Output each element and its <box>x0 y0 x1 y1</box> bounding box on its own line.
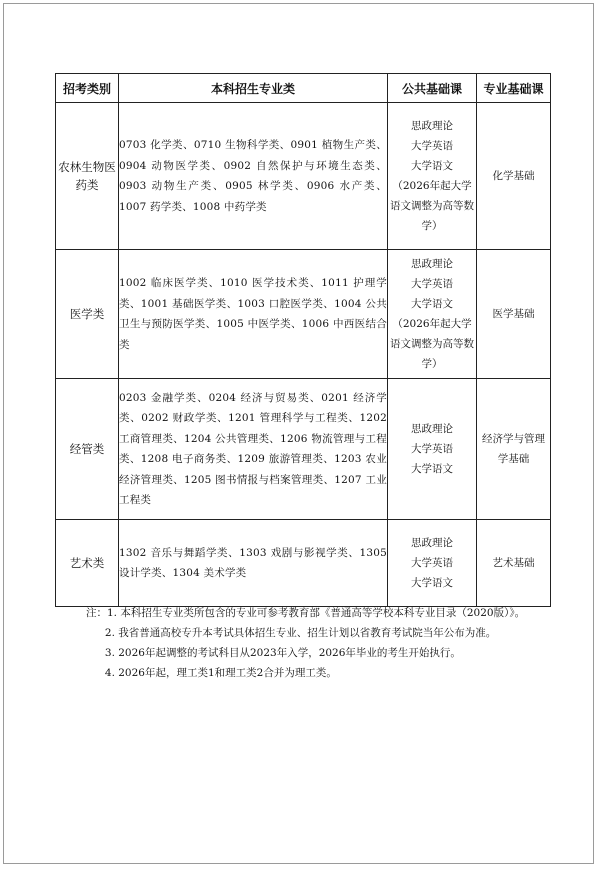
public-course-item: 思政理论 <box>411 258 453 270</box>
row-public-courses <box>388 103 477 250</box>
header-majors: 本科招生专业类 <box>119 74 388 103</box>
row-majors: 0703 化学类、0710 生物科学类、0901 植物生产类、0904 动物医学类、0902 自然保护与环境生态类、0903 动物生产类、0905 林学类、0906 水产类、1007 药学类、1008 中药学类 <box>119 103 388 250</box>
public-course-item: 大学语文 <box>411 298 453 310</box>
table-row <box>56 520 551 607</box>
public-course-item: 大学英语 <box>411 443 453 455</box>
row-public-courses <box>388 250 477 379</box>
footnote-4: 4. 2026年起，理工类1和理工类2合并为理工类。 <box>104 667 337 679</box>
row-base-course: 医学基础 <box>477 250 551 379</box>
exam-category-table <box>55 73 551 607</box>
public-course-item: 思政理论 <box>411 537 453 549</box>
table-row <box>56 250 551 379</box>
footnote-2: 2. 我省普通高校专升本考试具体招生专业、招生计划以省教育考试院当年公布为准。 <box>104 627 497 639</box>
row-category: 艺术类 <box>56 520 119 607</box>
row-majors: 1302 音乐与舞蹈学类、1303 戏剧与影视学类、1305 设计学类、1304 美术学类 <box>119 520 388 607</box>
header-category: 招考类别 <box>56 74 119 103</box>
row-category: 经管类 <box>56 379 119 520</box>
table-row <box>56 379 551 520</box>
row-majors: 1002 临床医学类、1010 医学技术类、1011 护理学类、1001 基础医学类、1003 口腔医学类、1004 公共卫生与预防医学类、1005 中医学类、1006 中西医结合类 <box>119 250 388 379</box>
public-course-item: 思政理论 <box>411 423 453 435</box>
public-course-item: 大学英语 <box>411 140 453 152</box>
table-row <box>56 103 551 250</box>
public-course-item: 思政理论 <box>411 120 453 132</box>
row-public-courses <box>388 520 477 607</box>
public-course-item: 大学语文 <box>411 463 453 475</box>
row-base-course: 经济学与管理学基础 <box>477 379 551 520</box>
row-majors: 0203 金融学类、0204 经济与贸易类、0201 经济学类、0202 财政学类、1201 管理科学与工程类、1202 工商管理类、1204 公共管理类、1206 物流管理与工程类、1208 电子商务类、1209 旅游管理类、1203 农业经济管理类、1205 图书情报与档案管理类、1207 工业工程类 <box>119 379 388 520</box>
row-public-courses <box>388 379 477 520</box>
row-category: 农林生物医药类 <box>56 103 119 250</box>
public-course-note: （2026年起大学语文调整为高等数学） <box>390 180 474 232</box>
table-header-row <box>56 74 551 103</box>
row-base-course: 艺术基础 <box>477 520 551 607</box>
public-course-item: 大学语文 <box>411 577 453 589</box>
header-base-course: 专业基础课 <box>477 74 551 103</box>
row-category: 医学类 <box>56 250 119 379</box>
public-course-item: 大学英语 <box>411 278 453 290</box>
footnote-3: 3. 2026年起调整的考试科目从2023年入学，2026年毕业的考生开始执行。 <box>104 647 461 659</box>
public-course-note: （2026年起大学语文调整为高等数学） <box>390 318 474 370</box>
header-public-courses: 公共基础课 <box>388 74 477 103</box>
footnotes <box>86 603 526 683</box>
row-base-course: 化学基础 <box>477 103 551 250</box>
public-course-item: 大学语文 <box>411 160 453 172</box>
footnote-1: 注：1. 本科招生专业类所包含的专业可参考教育部《普通高等学校本科专业目录（2020版）》。 <box>86 607 526 619</box>
public-course-item: 大学英语 <box>411 557 453 569</box>
